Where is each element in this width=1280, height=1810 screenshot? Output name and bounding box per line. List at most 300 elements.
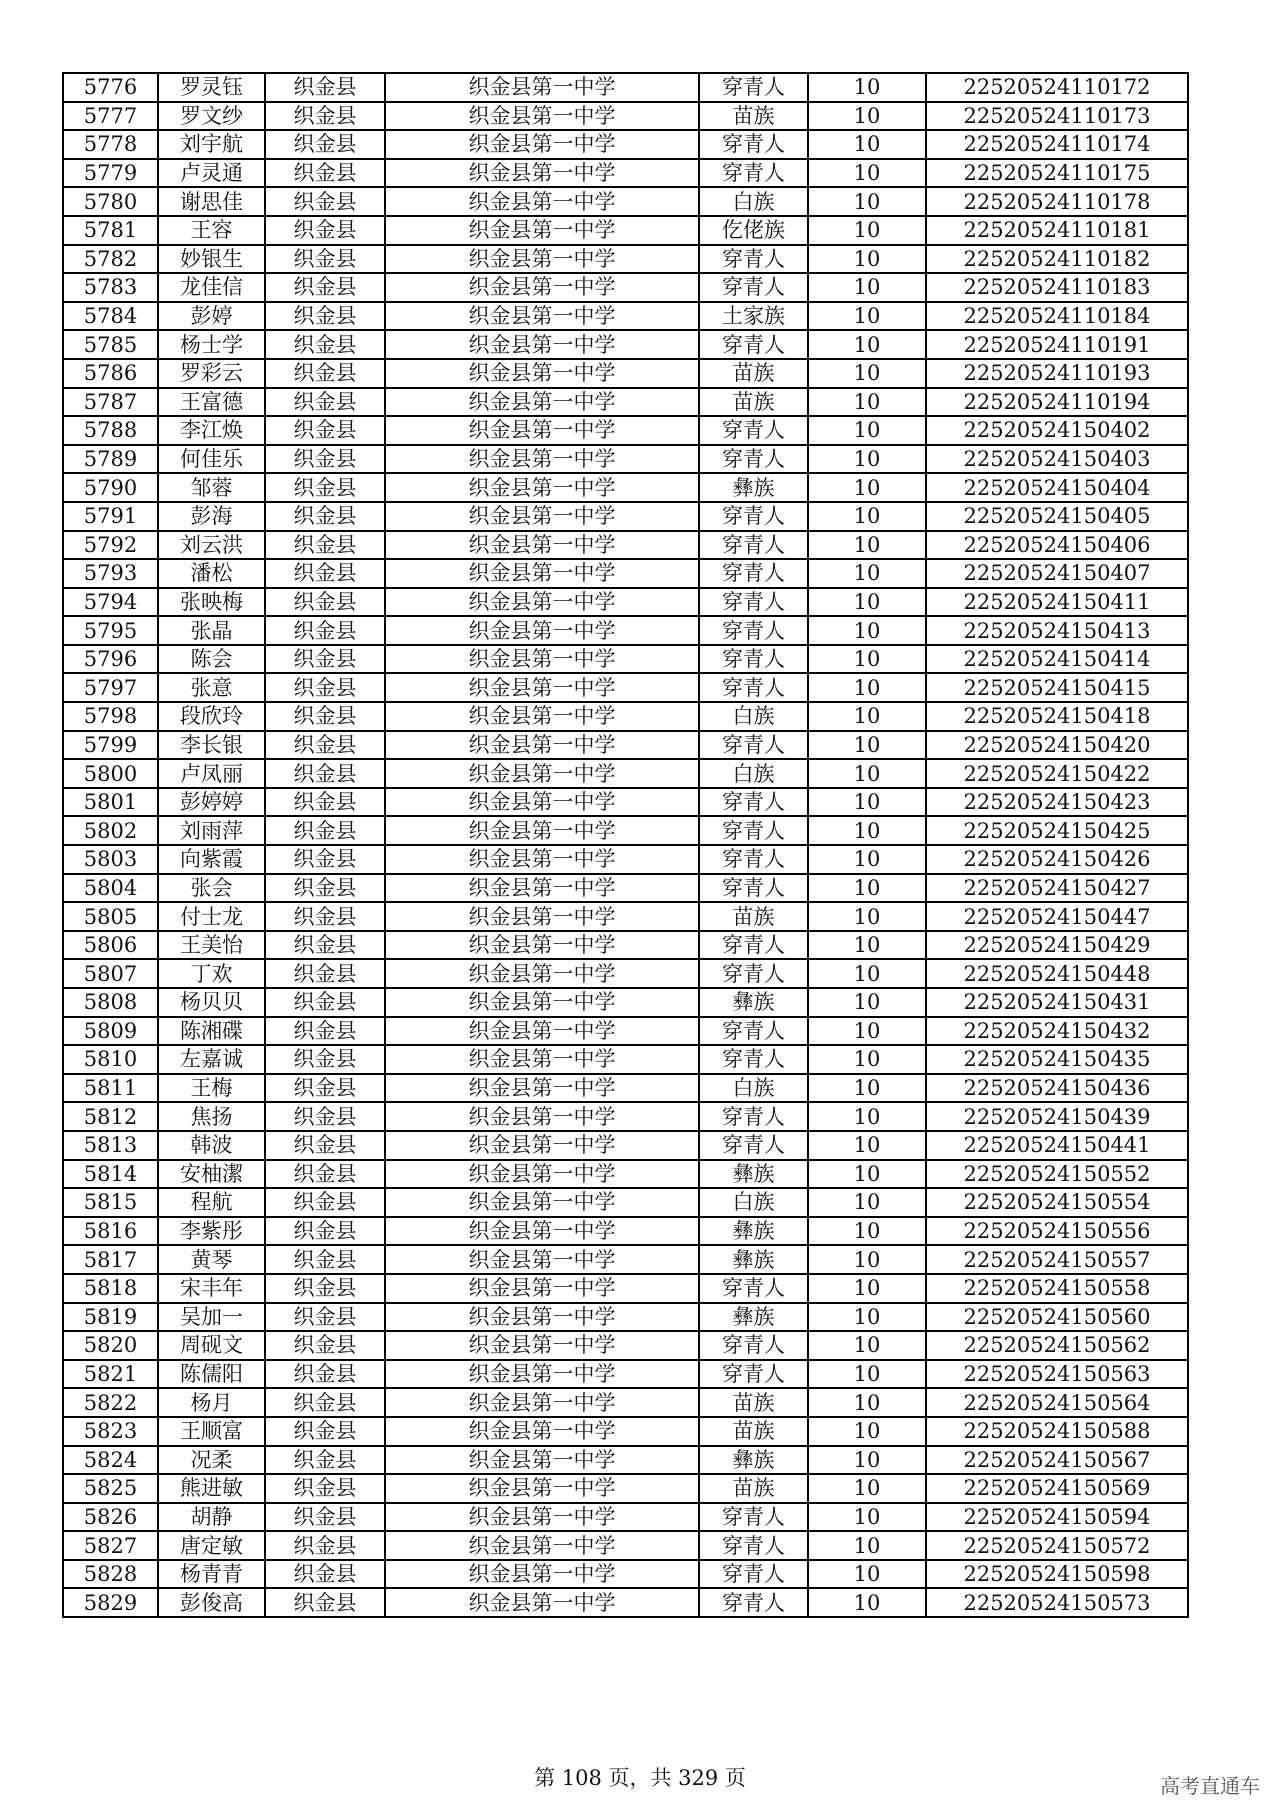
cell-score: 10	[808, 245, 926, 274]
cell-ethnicity: 穿青人	[699, 130, 808, 159]
cell-exam-id: 22520524150557	[926, 1245, 1188, 1274]
cell-school: 织金县第一中学	[385, 273, 699, 302]
cell-no: 5785	[63, 330, 158, 359]
cell-county: 织金县	[265, 1303, 385, 1332]
cell-name: 陈会	[158, 645, 265, 674]
cell-exam-id: 22520524150598	[926, 1560, 1188, 1589]
cell-score: 10	[808, 1503, 926, 1532]
cell-exam-id: 22520524150572	[926, 1531, 1188, 1560]
cell-no: 5780	[63, 187, 158, 216]
cell-name: 安柚潔	[158, 1160, 265, 1189]
cell-no: 5794	[63, 588, 158, 617]
cell-no: 5789	[63, 445, 158, 474]
cell-exam-id: 22520524150436	[926, 1074, 1188, 1103]
cell-name: 罗彩云	[158, 359, 265, 388]
cell-school: 织金县第一中学	[385, 616, 699, 645]
table-row	[63, 788, 1188, 817]
cell-ethnicity: 穿青人	[699, 245, 808, 274]
cell-name: 王富德	[158, 388, 265, 417]
cell-county: 织金县	[265, 702, 385, 731]
cell-school: 织金县第一中学	[385, 731, 699, 760]
cell-exam-id: 22520524150406	[926, 531, 1188, 560]
cell-score: 10	[808, 1045, 926, 1074]
cell-no: 5821	[63, 1360, 158, 1389]
cell-county: 织金县	[265, 1503, 385, 1532]
cell-score: 10	[808, 645, 926, 674]
cell-score: 10	[808, 1131, 926, 1160]
table-row	[63, 1217, 1188, 1246]
cell-no: 5786	[63, 359, 158, 388]
table-body	[63, 73, 1188, 1617]
cell-ethnicity: 穿青人	[699, 959, 808, 988]
cell-school: 织金县第一中学	[385, 1417, 699, 1446]
cell-name: 李长银	[158, 731, 265, 760]
page-number: 第 108 页，共 329 页	[534, 1766, 746, 1790]
cell-school: 织金县第一中学	[385, 788, 699, 817]
cell-score: 10	[808, 1217, 926, 1246]
cell-score: 10	[808, 416, 926, 445]
cell-no: 5803	[63, 845, 158, 874]
cell-name: 刘宇航	[158, 130, 265, 159]
cell-ethnicity: 穿青人	[699, 1531, 808, 1560]
cell-name: 程航	[158, 1188, 265, 1217]
cell-name: 陈儒阳	[158, 1360, 265, 1389]
cell-ethnicity: 苗族	[699, 1388, 808, 1417]
cell-score: 10	[808, 159, 926, 188]
cell-county: 织金县	[265, 1560, 385, 1589]
cell-county: 织金县	[265, 1588, 385, 1617]
cell-no: 5783	[63, 273, 158, 302]
cell-county: 织金县	[265, 1360, 385, 1389]
cell-name: 张意	[158, 673, 265, 702]
cell-county: 织金县	[265, 588, 385, 617]
cell-name: 付士龙	[158, 902, 265, 931]
cell-school: 织金县第一中学	[385, 874, 699, 903]
cell-name: 胡静	[158, 1503, 265, 1532]
table-row	[63, 187, 1188, 216]
cell-name: 刘云洪	[158, 531, 265, 560]
cell-county: 织金县	[265, 359, 385, 388]
cell-ethnicity: 穿青人	[699, 416, 808, 445]
cell-ethnicity: 穿青人	[699, 588, 808, 617]
cell-ethnicity: 穿青人	[699, 502, 808, 531]
cell-no: 5798	[63, 702, 158, 731]
cell-name: 罗文纱	[158, 102, 265, 131]
cell-school: 织金县第一中学	[385, 1503, 699, 1532]
cell-score: 10	[808, 388, 926, 417]
cell-score: 10	[808, 1102, 926, 1131]
cell-no: 5792	[63, 531, 158, 560]
cell-name: 罗灵钰	[158, 73, 265, 102]
cell-school: 织金县第一中学	[385, 1474, 699, 1503]
cell-county: 织金县	[265, 416, 385, 445]
cell-score: 10	[808, 73, 926, 102]
cell-county: 织金县	[265, 959, 385, 988]
cell-county: 织金县	[265, 130, 385, 159]
cell-name: 卢凤丽	[158, 759, 265, 788]
cell-no: 5778	[63, 130, 158, 159]
cell-name: 杨青青	[158, 1560, 265, 1589]
cell-score: 10	[808, 1074, 926, 1103]
cell-county: 织金县	[265, 1160, 385, 1189]
cell-school: 织金县第一中学	[385, 159, 699, 188]
cell-school: 织金县第一中学	[385, 559, 699, 588]
cell-no: 5776	[63, 73, 158, 102]
cell-exam-id: 22520524110184	[926, 302, 1188, 331]
table-row	[63, 130, 1188, 159]
cell-exam-id: 22520524150414	[926, 645, 1188, 674]
cell-no: 5812	[63, 1102, 158, 1131]
cell-score: 10	[808, 273, 926, 302]
cell-exam-id: 22520524110182	[926, 245, 1188, 274]
cell-county: 织金县	[265, 731, 385, 760]
cell-score: 10	[808, 330, 926, 359]
cell-ethnicity: 彝族	[699, 988, 808, 1017]
table-row	[63, 1074, 1188, 1103]
cell-school: 织金县第一中学	[385, 388, 699, 417]
table-row	[63, 845, 1188, 874]
cell-score: 10	[808, 559, 926, 588]
cell-ethnicity: 穿青人	[699, 1017, 808, 1046]
table-row	[63, 102, 1188, 131]
cell-name: 何佳乐	[158, 445, 265, 474]
cell-exam-id: 22520524150563	[926, 1360, 1188, 1389]
table-row	[63, 445, 1188, 474]
cell-exam-id: 22520524150588	[926, 1417, 1188, 1446]
cell-school: 织金县第一中学	[385, 1388, 699, 1417]
table-row	[63, 473, 1188, 502]
cell-exam-id: 22520524150441	[926, 1131, 1188, 1160]
table-row	[63, 702, 1188, 731]
cell-exam-id: 22520524110181	[926, 216, 1188, 245]
watermark: 高考直通车	[1160, 1774, 1260, 1798]
cell-score: 10	[808, 1360, 926, 1389]
cell-ethnicity: 仡佬族	[699, 216, 808, 245]
cell-ethnicity: 穿青人	[699, 1588, 808, 1617]
table-row	[63, 931, 1188, 960]
cell-ethnicity: 穿青人	[699, 845, 808, 874]
cell-school: 织金县第一中学	[385, 330, 699, 359]
table-row	[63, 388, 1188, 417]
table-row	[63, 216, 1188, 245]
cell-school: 织金县第一中学	[385, 1446, 699, 1475]
cell-school: 织金县第一中学	[385, 245, 699, 274]
cell-exam-id: 22520524150429	[926, 931, 1188, 960]
cell-exam-id: 22520524150431	[926, 988, 1188, 1017]
cell-exam-id: 22520524150554	[926, 1188, 1188, 1217]
cell-name: 左嘉诚	[158, 1045, 265, 1074]
cell-ethnicity: 穿青人	[699, 1331, 808, 1360]
cell-no: 5810	[63, 1045, 158, 1074]
cell-school: 织金县第一中学	[385, 1274, 699, 1303]
cell-county: 织金县	[265, 473, 385, 502]
cell-no: 5807	[63, 959, 158, 988]
table-row	[63, 1503, 1188, 1532]
cell-no: 5799	[63, 731, 158, 760]
cell-school: 织金县第一中学	[385, 1303, 699, 1332]
cell-ethnicity: 白族	[699, 1074, 808, 1103]
cell-school: 织金县第一中学	[385, 1588, 699, 1617]
cell-name: 况柔	[158, 1446, 265, 1475]
cell-no: 5800	[63, 759, 158, 788]
cell-school: 织金县第一中学	[385, 673, 699, 702]
cell-county: 织金县	[265, 1102, 385, 1131]
cell-score: 10	[808, 902, 926, 931]
cell-name: 陈湘碟	[158, 1017, 265, 1046]
cell-exam-id: 22520524150567	[926, 1446, 1188, 1475]
cell-county: 织金县	[265, 1274, 385, 1303]
cell-no: 5782	[63, 245, 158, 274]
cell-ethnicity: 穿青人	[699, 445, 808, 474]
cell-exam-id: 22520524110172	[926, 73, 1188, 102]
cell-county: 织金县	[265, 1188, 385, 1217]
cell-no: 5805	[63, 902, 158, 931]
cell-ethnicity: 白族	[699, 759, 808, 788]
cell-no: 5819	[63, 1303, 158, 1332]
table-row	[63, 673, 1188, 702]
cell-county: 织金县	[265, 102, 385, 131]
cell-county: 织金县	[265, 645, 385, 674]
cell-ethnicity: 白族	[699, 187, 808, 216]
cell-score: 10	[808, 1245, 926, 1274]
cell-exam-id: 22520524110178	[926, 187, 1188, 216]
cell-exam-id: 22520524150420	[926, 731, 1188, 760]
table-row	[63, 245, 1188, 274]
cell-school: 织金县第一中学	[385, 902, 699, 931]
cell-score: 10	[808, 959, 926, 988]
cell-county: 织金县	[265, 159, 385, 188]
cell-name: 杨士学	[158, 330, 265, 359]
cell-school: 织金县第一中学	[385, 1560, 699, 1589]
cell-ethnicity: 彝族	[699, 1217, 808, 1246]
cell-no: 5829	[63, 1588, 158, 1617]
cell-school: 织金县第一中学	[385, 1217, 699, 1246]
cell-school: 织金县第一中学	[385, 988, 699, 1017]
cell-ethnicity: 白族	[699, 1188, 808, 1217]
cell-no: 5815	[63, 1188, 158, 1217]
cell-school: 织金县第一中学	[385, 1245, 699, 1274]
cell-county: 织金县	[265, 759, 385, 788]
cell-school: 织金县第一中学	[385, 1160, 699, 1189]
cell-name: 王容	[158, 216, 265, 245]
cell-score: 10	[808, 816, 926, 845]
cell-score: 10	[808, 673, 926, 702]
cell-county: 织金县	[265, 1417, 385, 1446]
cell-school: 织金县第一中学	[385, 1531, 699, 1560]
cell-ethnicity: 彝族	[699, 1245, 808, 1274]
cell-no: 5814	[63, 1160, 158, 1189]
cell-score: 10	[808, 102, 926, 131]
cell-name: 李紫彤	[158, 1217, 265, 1246]
table-row	[63, 330, 1188, 359]
cell-ethnicity: 苗族	[699, 1474, 808, 1503]
cell-school: 织金县第一中学	[385, 73, 699, 102]
cell-exam-id: 22520524150403	[926, 445, 1188, 474]
table-row	[63, 1245, 1188, 1274]
table-row	[63, 73, 1188, 102]
cell-school: 织金县第一中学	[385, 1102, 699, 1131]
cell-no: 5820	[63, 1331, 158, 1360]
cell-exam-id: 22520524150422	[926, 759, 1188, 788]
cell-name: 宋丰年	[158, 1274, 265, 1303]
cell-no: 5817	[63, 1245, 158, 1274]
cell-name: 王顺富	[158, 1417, 265, 1446]
cell-no: 5802	[63, 816, 158, 845]
cell-name: 杨月	[158, 1388, 265, 1417]
cell-no: 5793	[63, 559, 158, 588]
cell-score: 10	[808, 1531, 926, 1560]
cell-name: 彭婷	[158, 302, 265, 331]
cell-name: 彭婷婷	[158, 788, 265, 817]
cell-name: 妙银生	[158, 245, 265, 274]
cell-exam-id: 22520524150552	[926, 1160, 1188, 1189]
cell-no: 5808	[63, 988, 158, 1017]
cell-county: 织金县	[265, 1045, 385, 1074]
cell-school: 织金县第一中学	[385, 1074, 699, 1103]
cell-name: 邹蓉	[158, 473, 265, 502]
cell-county: 织金县	[265, 788, 385, 817]
cell-name: 潘松	[158, 559, 265, 588]
cell-school: 织金县第一中学	[385, 473, 699, 502]
cell-no: 5813	[63, 1131, 158, 1160]
cell-name: 彭海	[158, 502, 265, 531]
cell-county: 织金县	[265, 988, 385, 1017]
table-row	[63, 502, 1188, 531]
cell-name: 张晶	[158, 616, 265, 645]
cell-school: 织金县第一中学	[385, 1045, 699, 1074]
cell-ethnicity: 穿青人	[699, 1131, 808, 1160]
cell-score: 10	[808, 359, 926, 388]
cell-school: 织金县第一中学	[385, 1331, 699, 1360]
cell-ethnicity: 彝族	[699, 1303, 808, 1332]
cell-county: 织金县	[265, 874, 385, 903]
cell-name: 杨贝贝	[158, 988, 265, 1017]
cell-county: 织金县	[265, 1331, 385, 1360]
student-list-table	[62, 72, 1189, 1618]
table-row	[63, 1102, 1188, 1131]
cell-no: 5801	[63, 788, 158, 817]
cell-no: 5787	[63, 388, 158, 417]
cell-score: 10	[808, 931, 926, 960]
cell-no: 5823	[63, 1417, 158, 1446]
cell-county: 织金县	[265, 1446, 385, 1475]
cell-name: 李江焕	[158, 416, 265, 445]
table-row	[63, 359, 1188, 388]
cell-score: 10	[808, 302, 926, 331]
table-row	[63, 1388, 1188, 1417]
cell-name: 熊进敏	[158, 1474, 265, 1503]
table-row	[63, 559, 1188, 588]
table-row	[63, 159, 1188, 188]
table-row	[63, 731, 1188, 760]
cell-ethnicity: 穿青人	[699, 1560, 808, 1589]
cell-school: 织金县第一中学	[385, 931, 699, 960]
cell-name: 向紫霞	[158, 845, 265, 874]
cell-no: 5777	[63, 102, 158, 131]
cell-ethnicity: 穿青人	[699, 73, 808, 102]
table-row	[63, 959, 1188, 988]
cell-exam-id: 22520524150569	[926, 1474, 1188, 1503]
cell-county: 织金县	[265, 1131, 385, 1160]
cell-score: 10	[808, 1188, 926, 1217]
cell-ethnicity: 白族	[699, 702, 808, 731]
cell-county: 织金县	[265, 330, 385, 359]
cell-name: 张映梅	[158, 588, 265, 617]
cell-ethnicity: 穿青人	[699, 1102, 808, 1131]
cell-exam-id: 22520524150402	[926, 416, 1188, 445]
cell-ethnicity: 穿青人	[699, 788, 808, 817]
table-row	[63, 1160, 1188, 1189]
cell-no: 5796	[63, 645, 158, 674]
cell-county: 织金县	[265, 559, 385, 588]
cell-ethnicity: 彝族	[699, 473, 808, 502]
table-row	[63, 1360, 1188, 1389]
cell-exam-id: 22520524150407	[926, 559, 1188, 588]
table-row	[63, 988, 1188, 1017]
cell-school: 织金县第一中学	[385, 531, 699, 560]
cell-county: 织金县	[265, 1474, 385, 1503]
cell-exam-id: 22520524150439	[926, 1102, 1188, 1131]
cell-no: 5825	[63, 1474, 158, 1503]
cell-score: 10	[808, 1303, 926, 1332]
cell-school: 织金县第一中学	[385, 1131, 699, 1160]
cell-ethnicity: 穿青人	[699, 1045, 808, 1074]
cell-school: 织金县第一中学	[385, 216, 699, 245]
table-row	[63, 645, 1188, 674]
cell-score: 10	[808, 1017, 926, 1046]
table-row	[63, 759, 1188, 788]
cell-name: 韩波	[158, 1131, 265, 1160]
table-row	[63, 1045, 1188, 1074]
cell-exam-id: 22520524110183	[926, 273, 1188, 302]
cell-exam-id: 22520524150423	[926, 788, 1188, 817]
cell-county: 织金县	[265, 187, 385, 216]
table-row	[63, 302, 1188, 331]
cell-school: 织金县第一中学	[385, 302, 699, 331]
cell-ethnicity: 穿青人	[699, 531, 808, 560]
cell-county: 织金县	[265, 1017, 385, 1046]
cell-score: 10	[808, 187, 926, 216]
cell-exam-id: 22520524150560	[926, 1303, 1188, 1332]
cell-exam-id: 22520524150447	[926, 902, 1188, 931]
cell-name: 唐定敏	[158, 1531, 265, 1560]
cell-ethnicity: 穿青人	[699, 1503, 808, 1532]
cell-name: 焦扬	[158, 1102, 265, 1131]
table-row	[63, 1560, 1188, 1589]
cell-county: 织金县	[265, 1217, 385, 1246]
cell-school: 织金县第一中学	[385, 845, 699, 874]
cell-county: 织金县	[265, 616, 385, 645]
cell-score: 10	[808, 531, 926, 560]
table-row	[63, 874, 1188, 903]
cell-school: 织金县第一中学	[385, 645, 699, 674]
table-row	[63, 588, 1188, 617]
cell-county: 织金县	[265, 531, 385, 560]
cell-no: 5822	[63, 1388, 158, 1417]
table-row	[63, 1446, 1188, 1475]
cell-no: 5804	[63, 874, 158, 903]
cell-ethnicity: 穿青人	[699, 559, 808, 588]
cell-no: 5824	[63, 1446, 158, 1475]
table-row	[63, 416, 1188, 445]
cell-county: 织金县	[265, 1388, 385, 1417]
cell-no: 5818	[63, 1274, 158, 1303]
cell-no: 5806	[63, 931, 158, 960]
cell-exam-id: 22520524110173	[926, 102, 1188, 131]
cell-ethnicity: 穿青人	[699, 159, 808, 188]
cell-school: 织金县第一中学	[385, 187, 699, 216]
cell-no: 5788	[63, 416, 158, 445]
